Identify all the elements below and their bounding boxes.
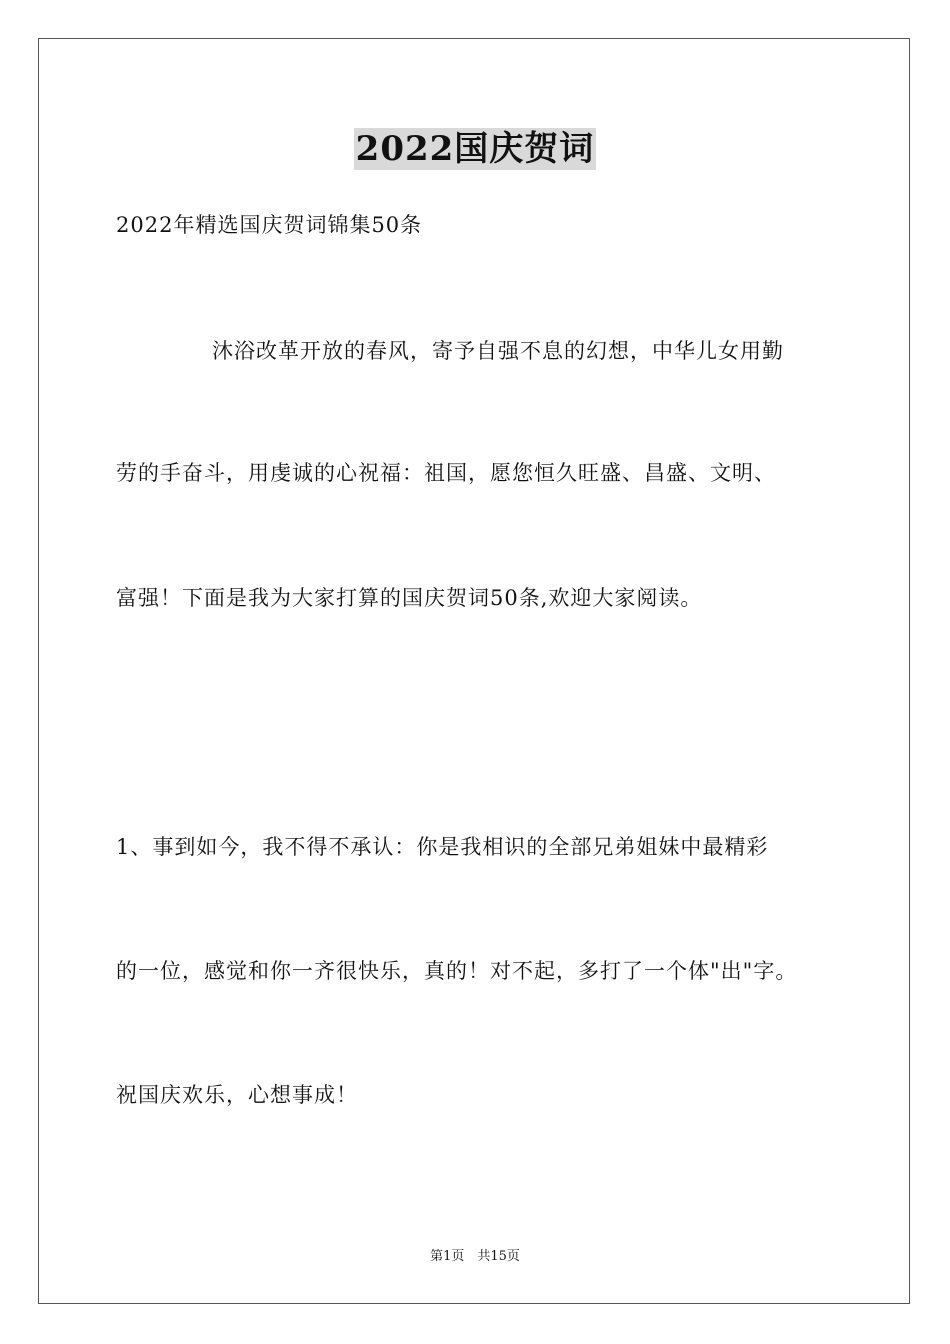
document-title: 2022国庆贺词	[355, 129, 595, 169]
paragraph-2-line-1: 1、事到如今，我不得不承认：你是我相识的全部兄弟姐妹中最精彩	[116, 835, 769, 859]
paragraph-1-line-2: 劳的手奋斗，用虔诚的心祝福：祖国，愿您恒久旺盛、昌盛、文明、	[116, 461, 776, 485]
paragraph-1-line-1: 沐浴改革开放的春风，寄予自强不息的幻想，中华儿女用勤	[212, 339, 784, 363]
paragraph-1-line-3: 富强！下面是我为大家打算的国庆贺词50条,欢迎大家阅读。	[116, 586, 703, 610]
document-subtitle: 2022年精选国庆贺词锦集50条	[116, 213, 423, 237]
paragraph-2-line-2: 的一位，感觉和你一齐很快乐，真的！对不起，多打了一个体"出"字。	[116, 959, 798, 983]
title-container	[0, 128, 950, 170]
paragraph-2-line-3: 祝国庆欢乐，心想事成！	[116, 1083, 358, 1107]
page-footer: 第1页 共15页	[430, 1249, 520, 1264]
